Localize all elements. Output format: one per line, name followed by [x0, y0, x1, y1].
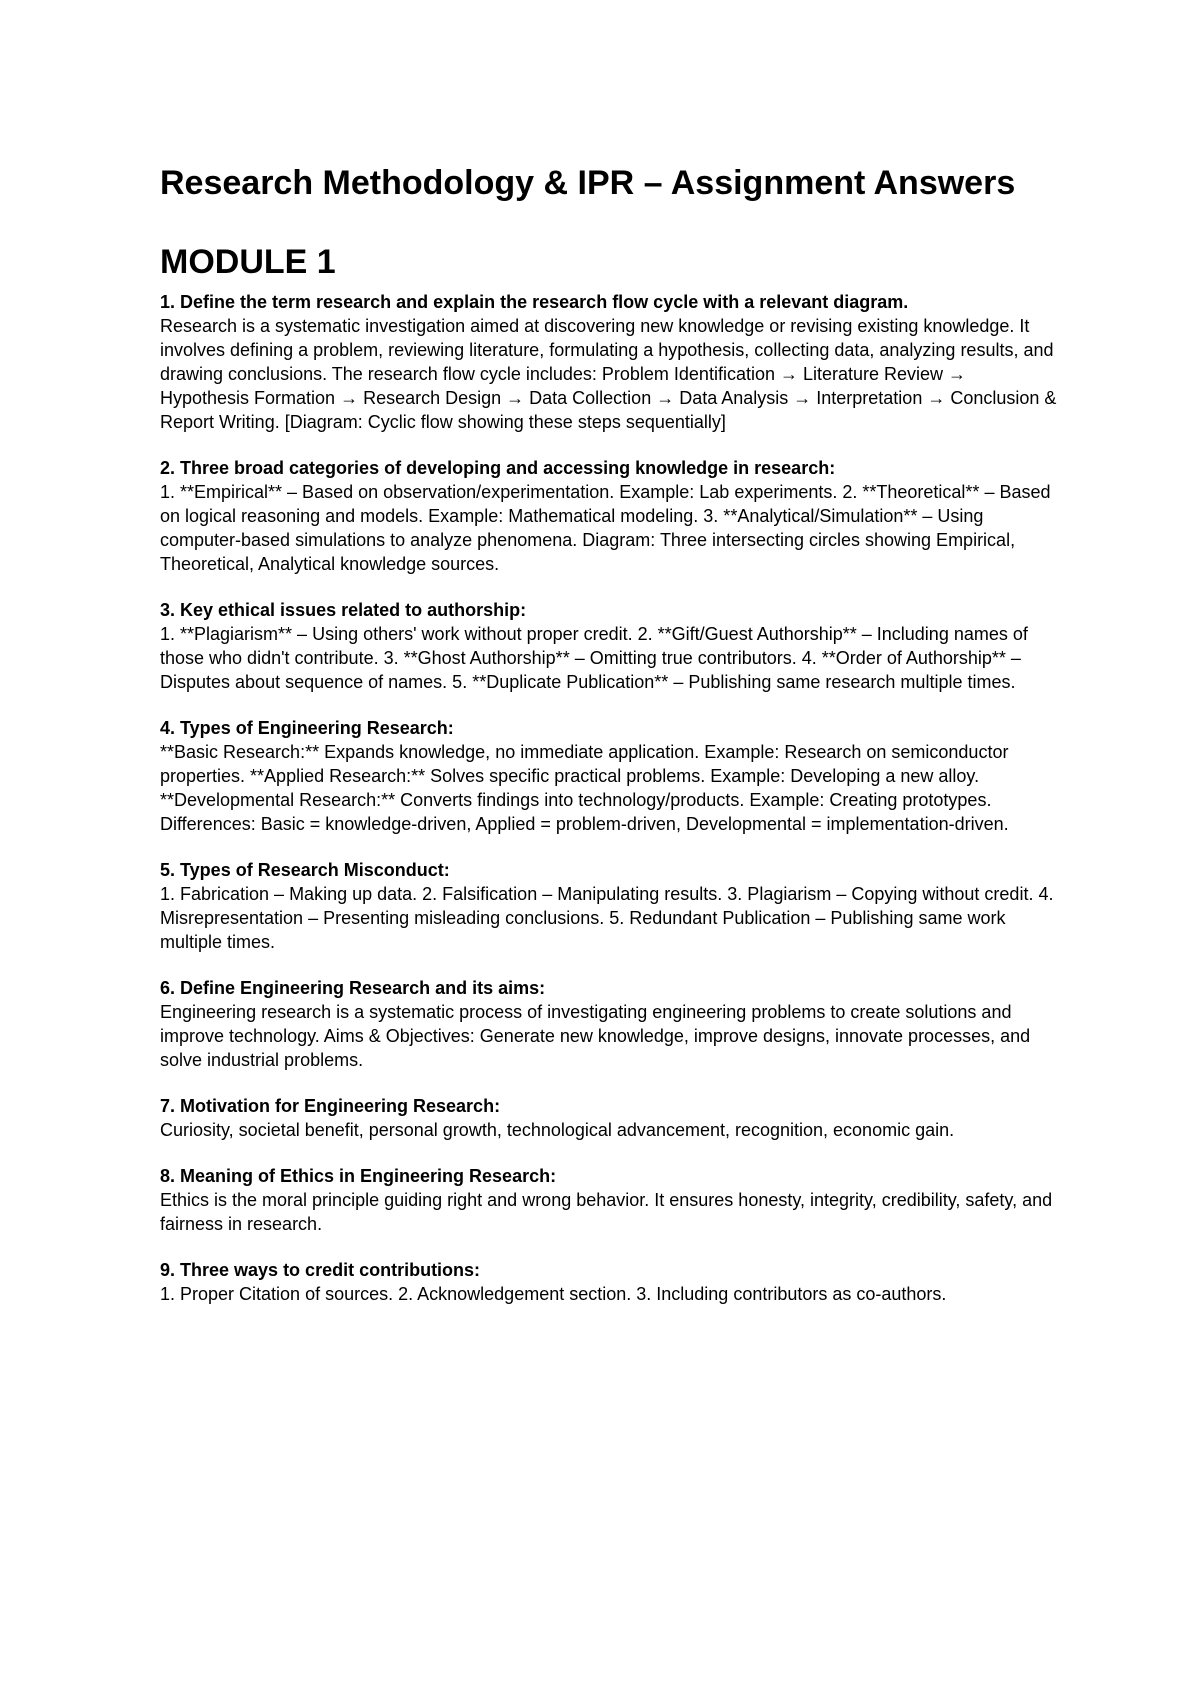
- question-heading: 5. Types of Research Misconduct:: [160, 860, 450, 880]
- question-heading: 2. Three broad categories of developing and accessing knowledge in research:: [160, 458, 836, 478]
- question-1: [160, 290, 1060, 434]
- question-9: [160, 1258, 1060, 1306]
- question-6: [160, 976, 1060, 1072]
- question-heading: 6. Define Engineering Research and its aims:: [160, 978, 546, 998]
- question-answer: 1. **Plagiarism** – Using others' work without proper credit. 2. **Gift/Guest Authorship** – Including names of those who didn't contribute. 3. **Ghost Authorship** – Omitting true contributors. 4. **Order of Authorship** – Disputes about sequence of names. 5. **Duplicate Publication** – Publishing same research multiple times.: [160, 624, 1028, 692]
- question-answer: **Basic Research:** Expands knowledge, no immediate application. Example: Research on semiconductor properties. **Applied Research:** Solves specific practical problems. Example: Developing a new alloy. **Developmental Research:** Converts findings into technology/products. Example: Creating prototypes. Differences: Basic = knowledge-driven, Applied = problem-driven, Developmental = implementation-driven.: [160, 742, 1009, 834]
- question-heading: 8. Meaning of Ethics in Engineering Research:: [160, 1166, 557, 1186]
- question-heading: 1. Define the term research and explain the research flow cycle with a relevant diagram.: [160, 292, 909, 312]
- question-answer: Engineering research is a systematic process of investigating engineering problems to create solutions and improve technology. Aims & Objectives: Generate new knowledge, improve designs, innovate processes, and solve industrial problems.: [160, 1002, 1031, 1070]
- question-7: [160, 1094, 1060, 1142]
- question-answer: 1. Fabrication – Making up data. 2. Falsification – Manipulating results. 3. Plagiarism – Copying without credit. 4. Misrepresentation – Presenting misleading conclusions. 5. Redundant Publication – Publishing same work multiple times.: [160, 884, 1054, 952]
- question-3: [160, 598, 1060, 694]
- question-answer: Research is a systematic investigation aimed at discovering new knowledge or revising existing knowledge. It involves defining a problem, reviewing literature, formulating a hypothesis, collecting data, analyzing results, and drawing conclusions. The research flow cycle includes: Problem Identification → Literature Review → Hypothesis Formation → Research Design → Data Collection → Data Analysis → Interpretation → Conclusion & Report Writing. [Diagram: Cyclic flow showing these steps sequentially]: [160, 316, 1057, 432]
- question-5: [160, 858, 1060, 954]
- question-2: [160, 456, 1060, 576]
- question-answer: 1. **Empirical** – Based on observation/experimentation. Example: Lab experiments. 2. **Theoretical** – Based on logical reasoning and models. Example: Mathematical modeling. 3. **Analytical/Simulation** – Using computer-based simulations to analyze phenomena. Diagram: Three intersecting circles showing Empirical, Theoretical, Analytical knowledge sources.: [160, 482, 1051, 574]
- question-heading: 9. Three ways to credit contributions:: [160, 1260, 481, 1280]
- module-title: MODULE 1: [160, 243, 336, 281]
- question-answer: Ethics is the moral principle guiding right and wrong behavior. It ensures honesty, integrity, credibility, safety, and fairness in research.: [160, 1190, 1053, 1234]
- question-answer: Curiosity, societal benefit, personal growth, technological advancement, recognition, economic gain.: [160, 1120, 955, 1140]
- question-answer: 1. Proper Citation of sources. 2. Acknowledgement section. 3. Including contributors as co-authors.: [160, 1284, 947, 1304]
- document-title: Research Methodology & IPR – Assignment Answers: [160, 164, 1016, 202]
- document-page: [160, 158, 1060, 1306]
- question-heading: 4. Types of Engineering Research:: [160, 718, 454, 738]
- question-4: [160, 716, 1060, 836]
- question-heading: 7. Motivation for Engineering Research:: [160, 1096, 501, 1116]
- question-heading: 3. Key ethical issues related to authorship:: [160, 600, 527, 620]
- question-8: [160, 1164, 1060, 1236]
